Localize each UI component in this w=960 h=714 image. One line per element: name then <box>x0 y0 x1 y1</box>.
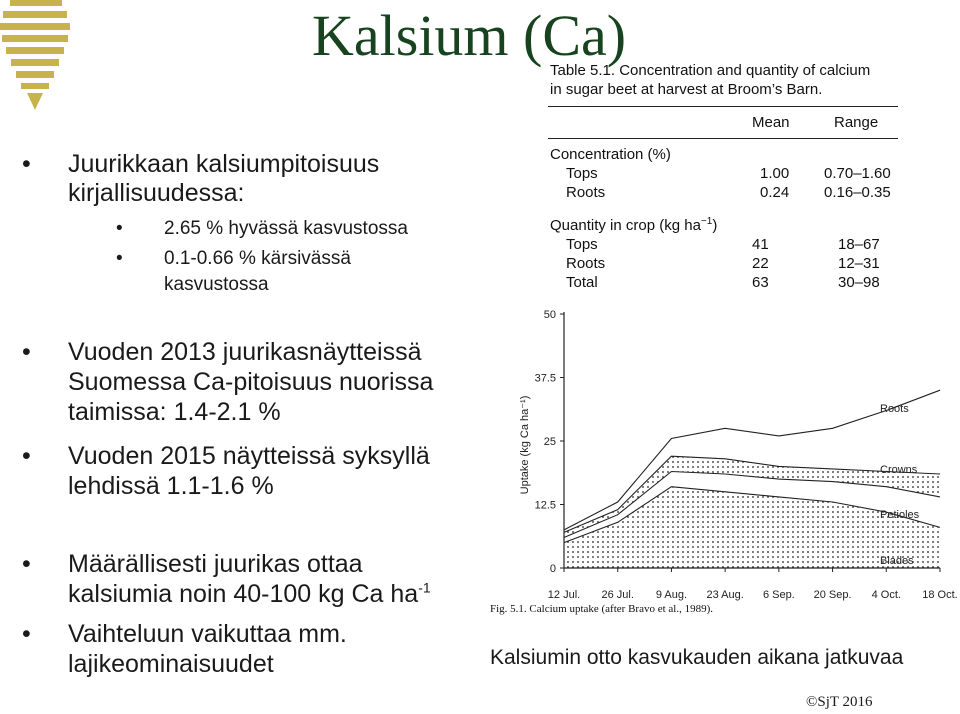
bullet-text: kirjallisuudessa: <box>68 179 245 207</box>
sub-bullet-text: 0.1-0.66 % kärsivässä <box>164 248 351 269</box>
x-tick-label: 23 Aug. <box>706 589 744 601</box>
bullet-text: Määrällisesti juurikas ottaa <box>68 550 363 578</box>
table-caption: in sugar beet at harvest at Broom’s Barn. <box>550 81 823 98</box>
table-cell: 30–98 <box>838 274 880 291</box>
x-tick-label: 6 Sep. <box>762 589 795 601</box>
slide-title: Kalsium (Ca) <box>312 3 627 68</box>
figure-caption: Fig. 5.1. Calcium uptake (after Bravo et al., 1989). <box>490 603 713 615</box>
y-tick-label: 12.5 <box>534 499 556 512</box>
bullet-marker: • <box>22 620 31 648</box>
column-header-range: Range <box>834 114 879 131</box>
x-tick-label: 18 Oct. <box>922 589 958 601</box>
copyright-notice: ©SjT 2016 <box>806 694 873 710</box>
table-section-header-text: Quantity in crop (kg ha <box>550 217 701 234</box>
table-cell: 0.24 <box>760 184 790 201</box>
x-tick-label: 9 Aug. <box>655 589 688 601</box>
sub-bullet-text: 2.65 % hyvässä kasvustossa <box>164 218 408 239</box>
table-cell: 1.00 <box>760 165 790 182</box>
bullet-text: lehdissä 1.1-1.6 % <box>68 472 274 500</box>
series-label: Crowns <box>880 464 918 476</box>
y-tick-label: 25 <box>543 436 556 448</box>
x-tick-label: 20 Sep. <box>813 589 852 601</box>
x-tick-label: 4 Oct. <box>871 589 901 601</box>
bullet-marker: • <box>22 442 31 470</box>
table-row-label: Total <box>566 274 598 291</box>
table-cell: 12–31 <box>838 255 880 272</box>
calcium-uptake-chart <box>476 300 960 620</box>
table-cell: 63 <box>752 274 769 291</box>
y-axis-label: Uptake (kg Ca ha⁻¹) <box>519 395 531 495</box>
series-label: Blades <box>880 555 914 567</box>
bullet-text <box>68 580 431 609</box>
table-row-label: Tops <box>566 165 598 182</box>
x-tick-label: 12 Jul. <box>547 589 581 601</box>
bullet-marker: • <box>22 150 31 178</box>
bullet-marker: • <box>22 550 31 578</box>
table-section-header-text: ) <box>712 217 718 234</box>
table-cell: 0.70–1.60 <box>824 165 891 182</box>
table-rule <box>548 106 898 107</box>
y-tick-label: 37.5 <box>534 372 556 385</box>
beet-logo-icon <box>0 0 70 112</box>
table-cell: 41 <box>752 236 769 253</box>
bullet-text: Vaihteluun vaikuttaa mm. <box>68 620 347 648</box>
data-table <box>548 60 902 300</box>
series-label: Petioles <box>880 509 920 521</box>
table-row-label: Tops <box>566 236 598 253</box>
table-section-header <box>550 217 717 234</box>
superscript: -1 <box>418 579 431 596</box>
bullet-marker: • <box>116 248 123 269</box>
table-cell: 22 <box>752 255 769 272</box>
series-label: Roots <box>880 403 909 415</box>
bullet-text: Vuoden 2015 näytteissä syksyllä <box>68 442 430 470</box>
bullet-marker: • <box>116 218 123 239</box>
bullet-text: taimissa: 1.4-2.1 % <box>68 398 281 426</box>
column-header-mean: Mean <box>752 114 790 131</box>
table-row-label: Roots <box>566 255 606 272</box>
y-tick-label: 0 <box>549 563 556 575</box>
bullet-text: lajikeominaisuudet <box>68 650 274 678</box>
superscript: −1 <box>700 216 713 227</box>
table-row-label: Roots <box>566 184 606 201</box>
bullet-text: Suomessa Ca-pitoisuus nuorissa <box>68 368 434 396</box>
image-caption: Kalsiumin otto kasvukauden aikana jatkuvaa <box>490 646 904 669</box>
table-cell: 0.16–0.35 <box>824 184 891 201</box>
table-section-header: Concentration (%) <box>550 146 671 163</box>
bullet-text: Vuoden 2013 juurikasnäytteissä <box>68 338 422 366</box>
sub-bullet-text: kasvustossa <box>164 274 269 295</box>
bullet-text: Juurikkaan kalsiumpitoisuus <box>68 150 380 178</box>
bullet-marker: • <box>22 338 31 366</box>
x-tick-label: 26 Jul. <box>601 589 634 601</box>
y-tick-label: 50 <box>543 309 556 321</box>
table-rule <box>548 138 898 139</box>
table-cell: 18–67 <box>838 236 880 253</box>
table-caption: Table 5.1. Concentration and quantity of calcium <box>550 62 871 79</box>
bullet-text-main: kalsiumia noin 40-100 kg Ca ha <box>68 580 419 608</box>
